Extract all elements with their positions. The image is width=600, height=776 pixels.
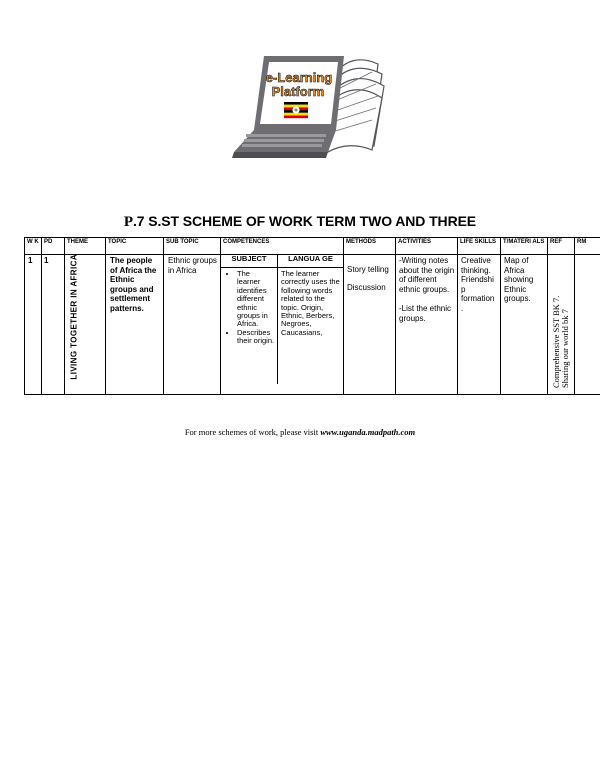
ref-text: [552, 296, 570, 388]
header-rm: RM: [575, 238, 600, 255]
table-header-row: [25, 238, 600, 255]
theme-text: LIVING TOGETHER IN AFRICA: [69, 254, 79, 380]
ref-line-2: Sharing our world bk 7: [560, 309, 570, 388]
cell-life-skills: Creative thinking. Friendshi p formation .: [458, 255, 501, 395]
competence-subject-header: SUBJECT: [221, 255, 278, 268]
cell-theme: [65, 255, 106, 395]
header-methods: METHODS: [344, 238, 396, 255]
table-row: [25, 255, 600, 395]
document-title: [0, 213, 600, 231]
method-item: Discussion: [347, 282, 386, 292]
header-materials: T/MATERI ALS: [501, 238, 548, 255]
header-life-skills: LIFE SKILLS: [458, 238, 501, 255]
logo-text-line1: e-Learning: [265, 70, 333, 85]
subject-competence-list: [221, 270, 275, 346]
title-text: .7 S.ST SCHEME OF WORK TERM TWO AND THREE: [133, 213, 477, 229]
cell-competences: [221, 255, 344, 395]
cell-wk: 1: [25, 255, 42, 395]
list-item: • Describes their origin.: [237, 329, 275, 346]
activity-item: -List the ethnic groups.: [399, 304, 452, 323]
cell-methods: [344, 255, 396, 395]
cell-rm: [575, 255, 600, 395]
cell-topic: The people of Africa the Ethnic groups and settlement patterns.: [106, 255, 164, 395]
cell-activities: [396, 255, 458, 395]
footer-note: [0, 427, 600, 437]
cell-subtopic: Ethnic groups in Africa: [164, 255, 221, 395]
ref-line-1: Comprehensive SST BK 7.: [551, 295, 561, 388]
footer-link[interactable]: www.uganda.madpath.com: [320, 427, 416, 437]
competence-language-header: LANGUA GE: [278, 255, 344, 268]
method-item: Story telling: [347, 265, 389, 274]
competence-language-body: The learner correctly uses the following words related to the topic. Origin, Ethnic, Berbers, Negroes, Caucasians,: [281, 269, 340, 337]
list-item: • The learner identifies different ethnic groups in Africa.: [237, 270, 275, 329]
cell-materials: Map of Africa showing Ethnic groups.: [501, 255, 548, 395]
header-competences: COMPETENCES: [221, 238, 344, 255]
title-prefix: P: [123, 214, 133, 230]
scheme-of-work-table: [24, 237, 600, 395]
header-theme: THEME: [65, 238, 106, 255]
competence-subject-body: [221, 268, 278, 385]
cell-pd: 1: [42, 255, 65, 395]
uganda-flag-icon: [284, 102, 308, 118]
logo-text-line2: Platform: [271, 84, 325, 99]
competences-table: [221, 255, 343, 384]
elearning-platform-logo: [232, 52, 388, 168]
footer-text: For more schemes of work, please visit: [184, 427, 321, 437]
laptop-with-book-icon: [232, 52, 388, 168]
activity-item: -Writing notes about the origin of different ethnic groups.: [399, 256, 455, 294]
header-wk: W K: [25, 238, 42, 255]
header-subtopic: SUB TOPIC: [164, 238, 221, 255]
header-pd: PD: [42, 238, 65, 255]
header-topic: TOPIC: [106, 238, 164, 255]
header-activities: ACTIVITIES: [396, 238, 458, 255]
header-ref: REF: [548, 238, 575, 255]
cell-ref: [548, 255, 575, 395]
